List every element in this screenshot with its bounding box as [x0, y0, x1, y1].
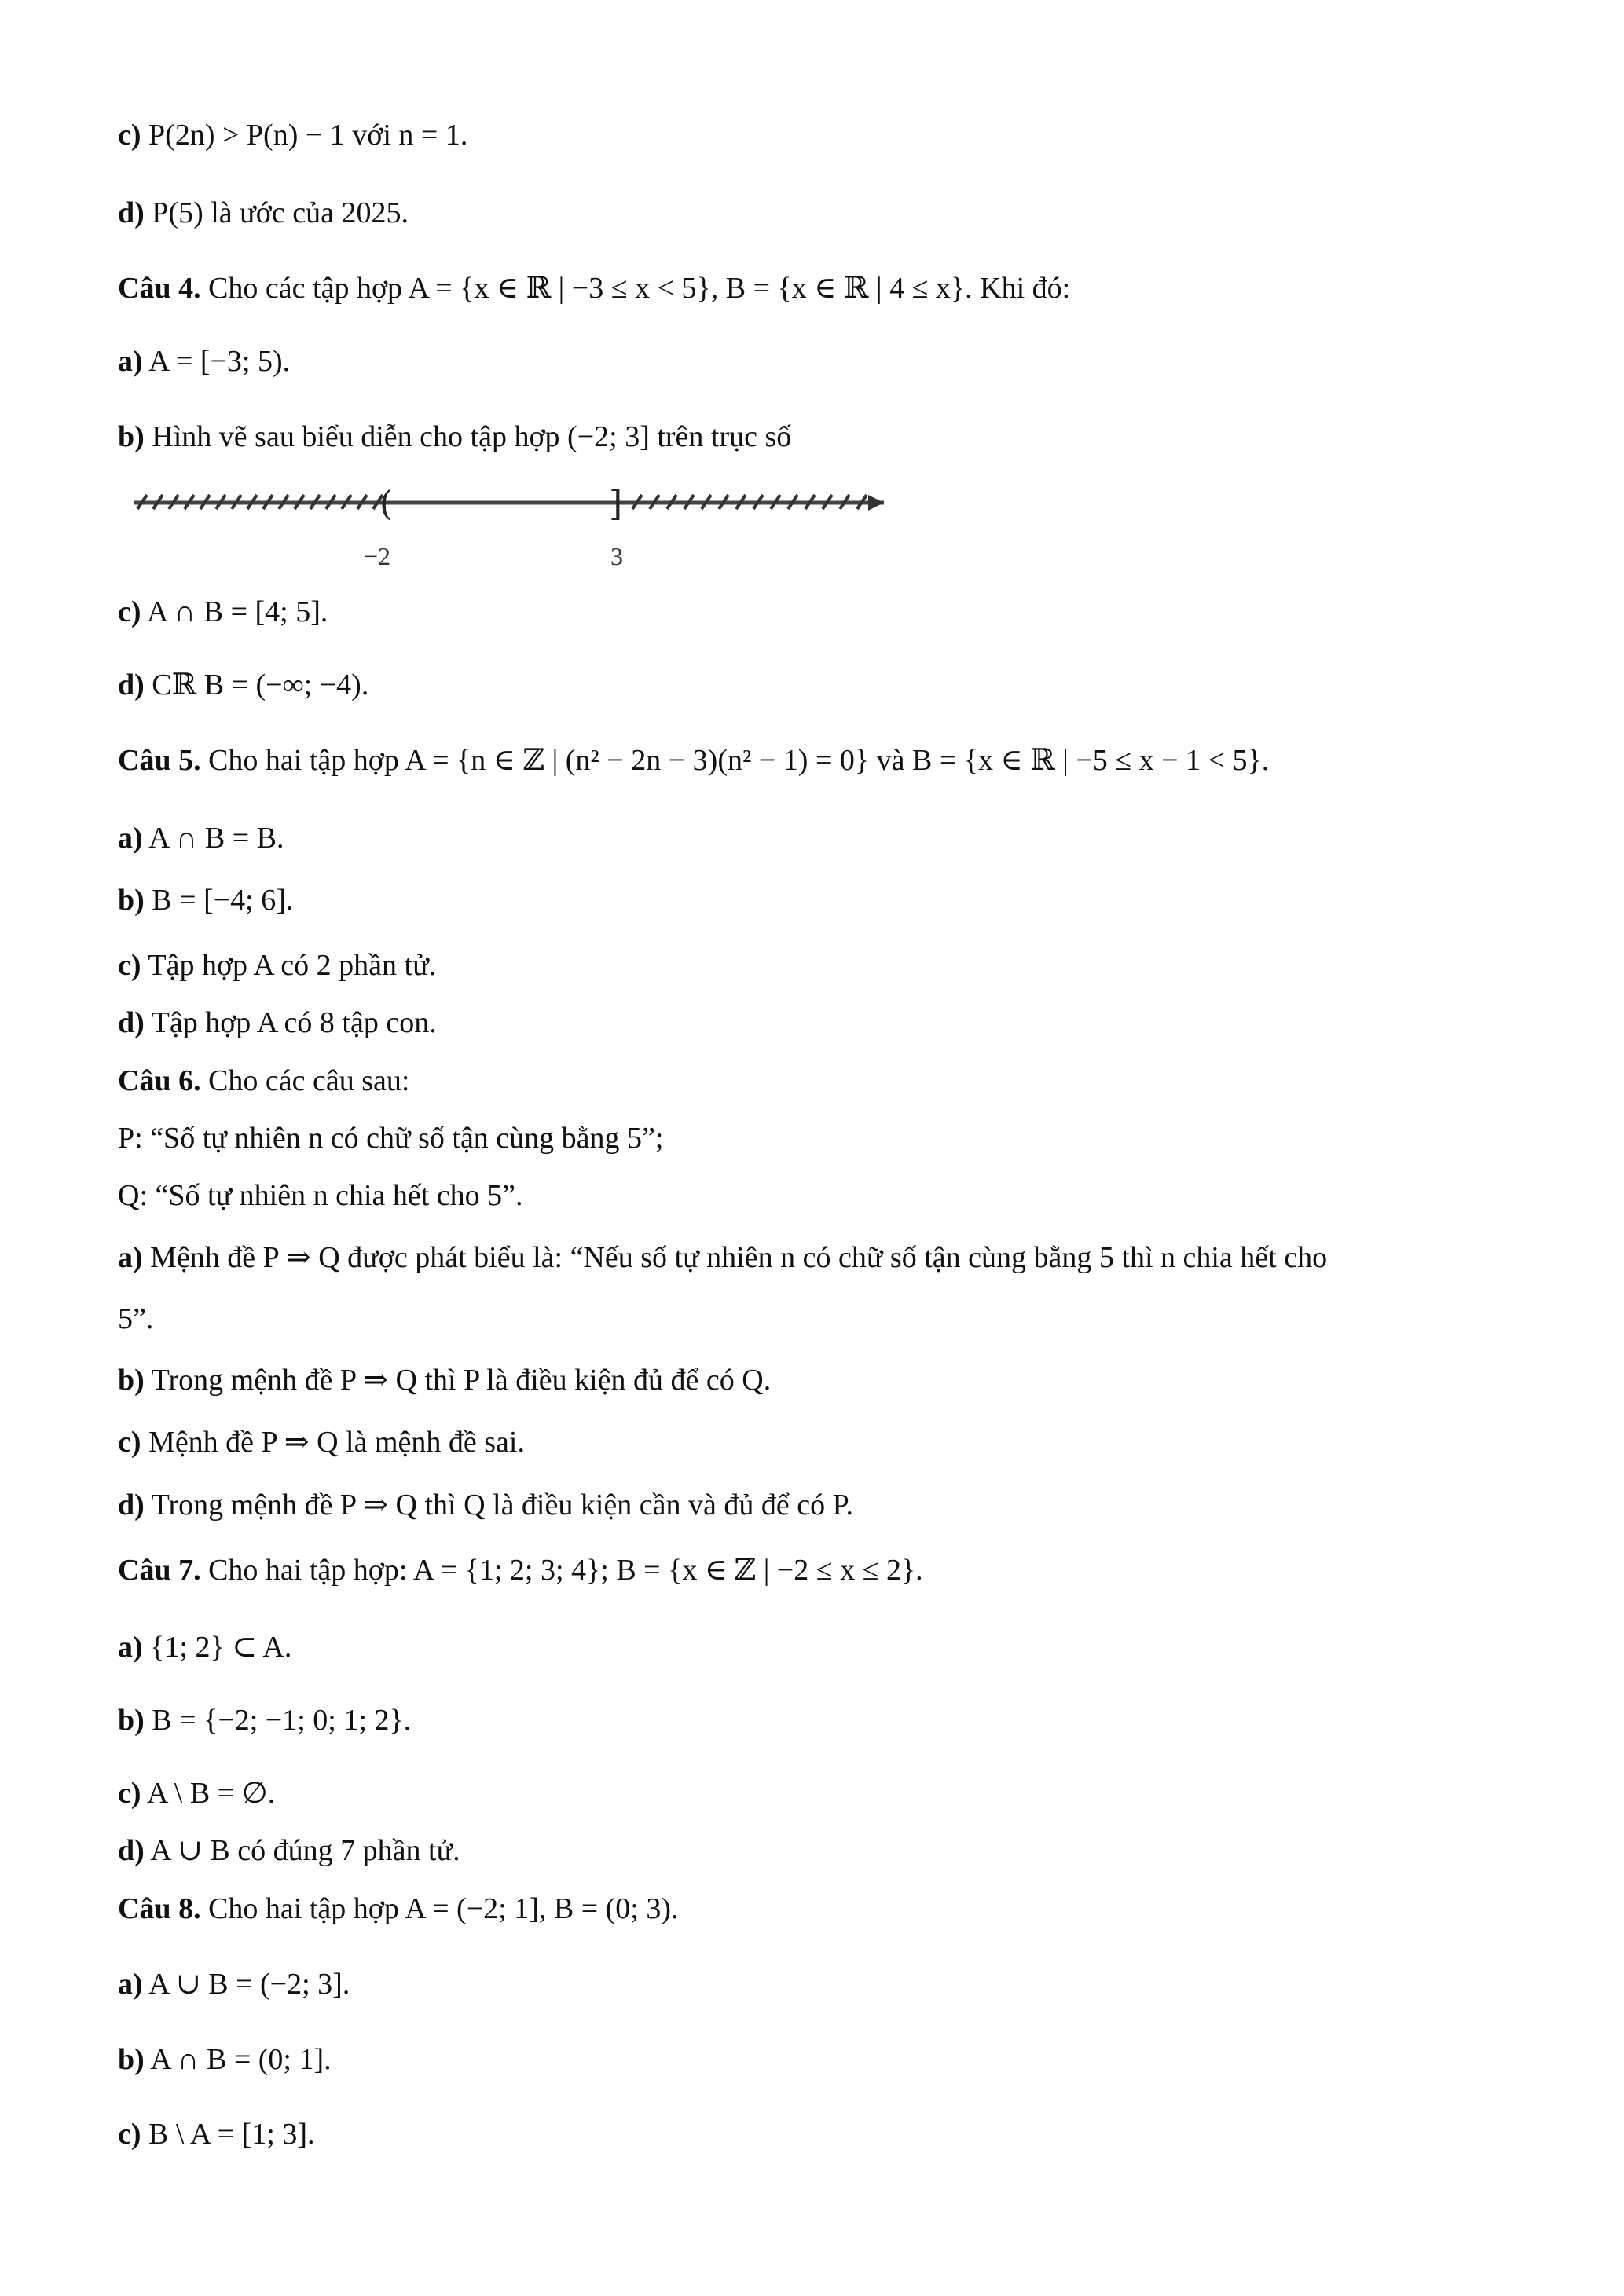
label: b): [118, 420, 145, 453]
line-14: [118, 1119, 663, 1157]
line-6: [118, 593, 328, 631]
line-24: [118, 1774, 275, 1812]
label: a): [118, 1241, 143, 1274]
line-3: [118, 269, 1070, 307]
line-1: [118, 116, 467, 154]
text: 5”.: [118, 1302, 154, 1335]
line-22: [118, 1628, 291, 1666]
line-9: [118, 819, 284, 857]
label: c): [118, 119, 141, 152]
text: B = [−4; 6].: [152, 884, 294, 917]
line-21: [118, 1551, 923, 1589]
line-13: [118, 1062, 409, 1100]
number-line: [130, 479, 907, 526]
text: Trong mệnh đề P ⇒ Q thì P là điều kiện đủ để có Q.: [151, 1364, 772, 1397]
text: Mệnh đề P ⇒ Q là mệnh đề sai.: [148, 1426, 525, 1459]
label: Câu 6.: [118, 1064, 201, 1097]
label: Câu 7.: [118, 1554, 201, 1587]
line-28: [118, 2041, 332, 2078]
label: a): [118, 1968, 143, 2001]
text: Cho các câu sau:: [208, 1064, 410, 1097]
line-4: [118, 342, 290, 380]
text: B \ A = [1; 3].: [148, 2118, 315, 2151]
text: P(2n) > P(n) − 1 với n = 1.: [148, 119, 468, 152]
label: d): [118, 1834, 145, 1867]
text: Cho các tập hợp A = {x ∈ ℝ | −3 ≤ x < 5}, B = {x ∈ ℝ | 4 ≤ x}. Khi đó:: [208, 272, 1071, 305]
text: Hình vẽ sau biểu diễn cho tập hợp (−2; 3] trên trục số: [152, 420, 792, 453]
line-17: [118, 1300, 153, 1338]
text: A ∪ B có đúng 7 phần tử.: [150, 1834, 460, 1867]
label: b): [118, 1704, 145, 1737]
label: Câu 4.: [118, 272, 201, 305]
text: A = [−3; 5).: [148, 345, 291, 378]
text: {1; 2} ⊂ A.: [150, 1631, 292, 1664]
label: Câu 5.: [118, 744, 201, 777]
line-23: [118, 1701, 411, 1739]
text: Q: “Số tự nhiên n chia hết cho 5”.: [118, 1179, 523, 1212]
line-27: [118, 1965, 350, 2003]
line-15: [118, 1177, 523, 1214]
text: Cho hai tập hợp A = (−2; 1], B = (0; 3).: [208, 1892, 679, 1925]
line-8: [118, 742, 1269, 779]
tick-label-right: 3: [610, 542, 623, 570]
label: c): [118, 595, 141, 628]
text: Mệnh đề P ⇒ Q được phát biểu là: “Nếu số tự nhiên n có chữ số tận cùng bằng 5 thì n chia hết cho: [150, 1241, 1328, 1274]
text: A ∩ B = (0; 1].: [150, 2043, 332, 2076]
text: Cℝ B = (−∞; −4).: [152, 668, 369, 701]
label: c): [118, 1426, 141, 1459]
tick-label-left: −2: [364, 542, 391, 570]
text: A ∩ B = [4; 5].: [146, 595, 328, 628]
line-2: [118, 194, 409, 232]
line-25: [118, 1832, 460, 1869]
right-bracket: ]: [609, 484, 623, 524]
label: c): [118, 1777, 141, 1810]
label: b): [118, 2043, 145, 2076]
label: a): [118, 345, 143, 378]
line-7: [118, 666, 368, 704]
label: b): [118, 884, 145, 917]
label: a): [118, 1631, 143, 1664]
arrow-head: [868, 495, 884, 511]
label: Câu 8.: [118, 1892, 201, 1925]
text: P(5) là ước của 2025.: [152, 196, 409, 229]
text: A ∪ B = (−2; 3].: [148, 1968, 350, 2001]
label: b): [118, 1364, 145, 1397]
text: Trong mệnh đề P ⇒ Q thì Q là điều kiện cần và đủ để có P.: [151, 1489, 854, 1522]
text: Cho hai tập hợp A = {n ∈ ℤ | (n² − 2n − 3)(n² − 1) = 0} và B = {x ∈ ℝ | −5 ≤ x − 1 < 5}.: [208, 744, 1270, 777]
line-20: [118, 1486, 853, 1524]
line-10: [118, 881, 293, 919]
line-26: [118, 1890, 679, 1928]
text: Tập hợp A có 2 phần tử.: [148, 949, 437, 982]
text: B = {−2; −1; 0; 1; 2}.: [152, 1704, 412, 1737]
text: P: “Số tự nhiên n có chữ số tận cùng bằng 5”;: [118, 1122, 664, 1155]
text: Cho hai tập hợp: A = {1; 2; 3; 4}; B = {x ∈ ℤ | −2 ≤ x ≤ 2}.: [208, 1554, 923, 1587]
text: A \ B = ∅.: [146, 1777, 276, 1810]
label: d): [118, 196, 145, 229]
text: A ∩ B = B.: [148, 822, 284, 855]
label: a): [118, 822, 143, 855]
line-16: [118, 1239, 1327, 1276]
line-19: [118, 1423, 525, 1461]
line-11: [118, 947, 436, 984]
label: d): [118, 668, 145, 701]
label: c): [118, 2118, 141, 2151]
label: d): [118, 1006, 145, 1039]
label: c): [118, 949, 141, 982]
left-bracket: (: [379, 484, 394, 524]
line-29: [118, 2115, 314, 2153]
text: Tập hợp A có 8 tập con.: [151, 1006, 437, 1039]
label: d): [118, 1489, 145, 1522]
line-5: [118, 418, 791, 456]
line-18: [118, 1361, 771, 1399]
line-12: [118, 1004, 437, 1042]
